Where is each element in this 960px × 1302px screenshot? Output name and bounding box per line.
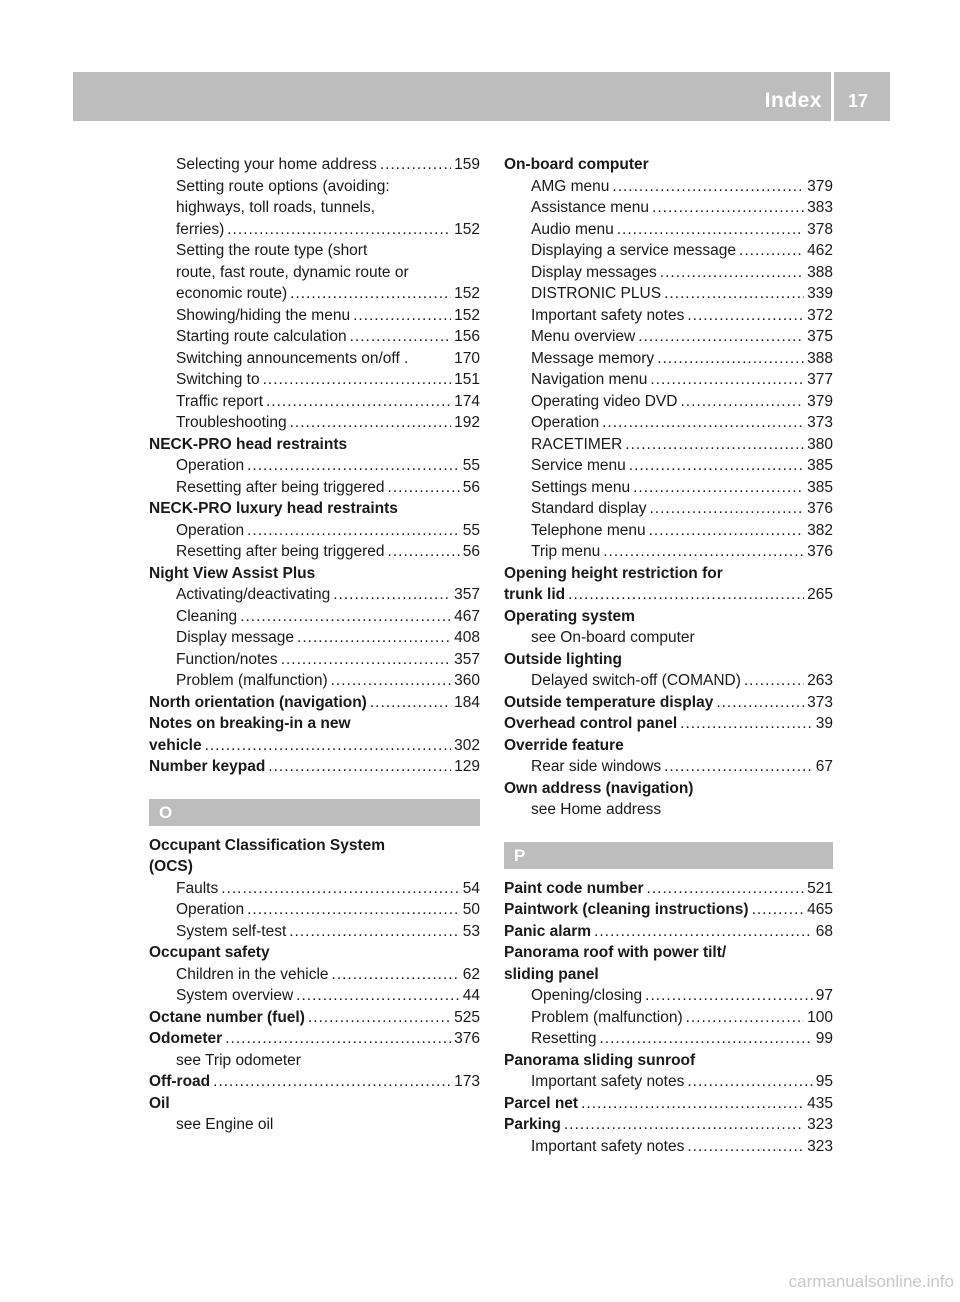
index-entry: [504, 541, 833, 563]
index-entry: [149, 985, 480, 1007]
entry-page: 360: [454, 672, 480, 689]
index-entry: [504, 326, 833, 348]
index-entry: [149, 921, 480, 943]
entry-label: Outside temperature display: [504, 693, 714, 711]
entry-label: trunk lid: [504, 586, 566, 603]
entry-label: Operation: [176, 901, 245, 918]
index-heading: Panorama roof with power tilt/: [504, 944, 727, 961]
index-heading: On-board computer: [504, 156, 649, 173]
index-entry: [504, 305, 833, 327]
index-heading: Notes on breaking-in a new: [149, 715, 351, 732]
index-entry: [149, 391, 480, 413]
entry-page: 378: [807, 220, 833, 238]
index-entry: [504, 1093, 833, 1115]
entry-label: Displaying a service message: [531, 242, 737, 259]
entry-label: Menu overview: [531, 328, 636, 345]
index-heading: Override feature: [504, 736, 624, 754]
index-entry: [504, 176, 833, 198]
dot-leader: [281, 649, 451, 671]
index-entry: [149, 283, 480, 305]
index-entry: [504, 283, 833, 305]
index-entry-line: see On-board computer: [531, 629, 695, 646]
dot-leader: [716, 692, 804, 714]
entry-page: 62: [462, 965, 480, 983]
dot-leader: [629, 455, 804, 477]
entry-label: Cleaning: [176, 607, 238, 625]
entry-label: Showing/hiding the menu: [176, 306, 351, 324]
dot-leader: [686, 1007, 805, 1029]
index-entry: [149, 455, 480, 477]
dot-leader: [297, 627, 451, 649]
entry-label: Problem (malfunction): [176, 672, 328, 689]
dot-leader: [263, 369, 452, 391]
entry-page: 97: [815, 987, 833, 1004]
entry-label: Resetting after being triggered: [176, 543, 385, 560]
dot-leader: [380, 154, 451, 176]
index-heading: Panorama sliding sunroof: [504, 1051, 696, 1069]
entry-label: Starting route calculation: [176, 328, 347, 345]
index-entry: [149, 692, 480, 714]
entry-label: Opening/closing: [531, 987, 643, 1004]
index-heading: Own address (navigation): [504, 779, 694, 797]
entry-label: Standard display: [531, 500, 647, 517]
entry-label: Important safety notes: [531, 1137, 685, 1155]
entry-label: Selecting your home address: [176, 156, 377, 173]
entry-page: 375: [807, 328, 833, 345]
index-entry: [149, 326, 480, 348]
entry-label: Delayed switch-off (COMAND): [531, 672, 741, 689]
index-entry: [504, 1007, 833, 1029]
entry-page: 357: [454, 586, 480, 603]
index-entry: [504, 477, 833, 499]
index-entry-line: highways, toll roads, tunnels,: [176, 199, 376, 216]
entry-page: 465: [807, 901, 833, 918]
entry-page: 184: [454, 693, 480, 711]
entry-label: Display messages: [531, 263, 657, 281]
entry-page: 376: [807, 543, 833, 560]
entry-label: Panic alarm: [504, 922, 592, 940]
index-entry: [504, 1136, 833, 1158]
dot-leader: [687, 1071, 812, 1093]
entry-label: Important safety notes: [531, 306, 685, 324]
entry-page: 173: [454, 1073, 480, 1090]
entry-page: 376: [454, 1030, 480, 1047]
entry-page: 39: [815, 715, 833, 732]
index-entry: [504, 348, 833, 370]
index-entry: [504, 197, 833, 219]
index-heading: Occupant Classification System: [149, 836, 386, 854]
dot-leader: [568, 584, 804, 606]
entry-page: 376: [807, 500, 833, 517]
index-entry: [504, 985, 833, 1007]
entry-label: Troubleshooting: [176, 414, 287, 431]
entry-page: 44: [462, 987, 480, 1004]
dot-leader: [652, 197, 804, 219]
entry-page: 525: [454, 1008, 480, 1026]
index-heading: (OCS): [149, 858, 193, 875]
entry-page: 99: [815, 1030, 833, 1047]
entry-page: 50: [462, 901, 480, 918]
dot-leader: [388, 541, 460, 563]
index-entry: [504, 584, 833, 606]
entry-page: 265: [807, 586, 833, 603]
entry-page: 152: [454, 220, 480, 238]
entry-page: 151: [454, 371, 480, 388]
dot-leader: [205, 735, 452, 757]
entry-page: 357: [454, 650, 480, 668]
entry-label: Odometer: [149, 1030, 223, 1047]
index-entry: [504, 434, 833, 456]
dot-leader: [290, 283, 451, 305]
entry-page: 53: [462, 922, 480, 940]
entry-label: Message memory: [531, 349, 655, 367]
index-entry: [504, 391, 833, 413]
index-entry: [149, 219, 480, 241]
entry-page: 372: [807, 306, 833, 324]
section-letter-o: O: [149, 799, 480, 826]
dot-leader: [657, 348, 804, 370]
dot-leader: [296, 985, 460, 1007]
index-entry: [149, 735, 480, 757]
dot-leader: [225, 1028, 451, 1050]
index-entry: [149, 649, 480, 671]
entry-page: 67: [815, 758, 833, 775]
index-entry: [149, 878, 480, 900]
entry-label: Operating video DVD: [531, 392, 678, 410]
index-entry: [504, 756, 833, 778]
dot-leader: [664, 283, 804, 305]
dot-leader: [752, 899, 805, 921]
entry-label: Problem (malfunction): [531, 1008, 683, 1026]
index-entry-line: Setting the route type (short: [176, 242, 368, 259]
entry-page: 323: [807, 1137, 833, 1155]
index-column-right: [504, 154, 833, 1157]
entry-page: 55: [462, 521, 480, 539]
entry-label: Paint code number: [504, 879, 644, 897]
entry-page: 373: [807, 693, 833, 711]
index-heading: Night View Assist Plus: [149, 564, 316, 582]
dot-leader: [603, 541, 804, 563]
entry-page: 156: [454, 328, 480, 345]
entry-page: 152: [454, 285, 480, 302]
entry-label: Important safety notes: [531, 1073, 685, 1090]
index-heading: Occupant safety: [149, 944, 270, 961]
entry-label: Traffic report: [176, 392, 263, 410]
dot-leader: [213, 1071, 451, 1093]
entry-page: 192: [454, 414, 480, 431]
index-entry: [504, 412, 833, 434]
entry-label: Octane number (fuel): [149, 1008, 305, 1026]
entry-label: Assistance menu: [531, 199, 650, 216]
entry-page: 380: [807, 435, 833, 453]
watermark: carmanualsonline.info: [788, 1272, 954, 1291]
index-entry: [504, 1114, 833, 1136]
entry-page: 521: [807, 879, 833, 897]
entry-label: Overhead control panel: [504, 715, 678, 732]
dot-leader: [308, 1007, 451, 1029]
dot-leader: [744, 670, 804, 692]
section-title: Index: [764, 89, 822, 112]
index-entry: [504, 1071, 833, 1093]
index-entry: [149, 348, 480, 370]
index-entry-line: see Home address: [531, 801, 662, 818]
entry-label: Audio menu: [531, 220, 614, 238]
index-heading: Oil: [149, 1094, 170, 1112]
entry-page: 170: [454, 349, 480, 367]
dot-leader: [664, 756, 813, 778]
entry-page: 373: [807, 414, 833, 431]
dot-leader: [247, 520, 460, 542]
dot-leader: [332, 964, 460, 986]
index-column-left: [149, 154, 480, 1136]
index-entry: [504, 262, 833, 284]
entry-label: Switching to: [176, 371, 260, 388]
dot-leader: [625, 434, 804, 456]
index-entry: [149, 964, 480, 986]
entry-label: North orientation (navigation): [149, 693, 367, 711]
dot-leader: [290, 412, 452, 434]
dot-leader: [333, 584, 451, 606]
entry-page: 379: [807, 177, 833, 195]
entry-page: 56: [462, 478, 480, 496]
entry-page: 467: [454, 607, 480, 625]
entry-page: 68: [815, 922, 833, 940]
entry-label: Rear side windows: [531, 758, 662, 775]
entry-label: ferries): [176, 220, 225, 238]
index-heading: Opening height restriction for: [504, 564, 723, 582]
dot-leader: [687, 1136, 804, 1158]
index-entry: [149, 541, 480, 563]
dot-leader: [247, 899, 460, 921]
index-entry: [504, 1028, 833, 1050]
page-number: 17: [847, 91, 868, 111]
index-heading: NECK-PRO luxury head restraints: [149, 500, 398, 517]
dot-leader: [649, 498, 804, 520]
dot-leader: [645, 985, 813, 1007]
entry-page: 302: [454, 736, 480, 754]
index-entry: [504, 713, 833, 735]
index-entry: [504, 670, 833, 692]
entry-label: vehicle: [149, 736, 202, 754]
entry-label: Off-road: [149, 1073, 211, 1090]
index-entry: [504, 520, 833, 542]
index-entry: [504, 692, 833, 714]
index-entry: [149, 154, 480, 176]
dot-leader: [647, 878, 805, 900]
index-entry-line: Setting route options (avoiding:: [176, 177, 390, 195]
entry-page: 54: [462, 879, 480, 897]
entry-label: Parcel net: [504, 1094, 579, 1112]
index-entry: [149, 412, 480, 434]
entry-label: Telephone menu: [531, 521, 646, 539]
entry-label: Operation: [176, 457, 245, 474]
index-entry: [149, 584, 480, 606]
dot-leader: [680, 391, 804, 413]
entry-label: AMG menu: [531, 177, 610, 195]
entry-page: 100: [807, 1008, 833, 1026]
entry-page: 385: [807, 478, 833, 496]
dot-leader: [650, 369, 804, 391]
dot-leader: [617, 219, 804, 241]
index-entry: [149, 1071, 480, 1093]
dot-leader: [594, 921, 813, 943]
entry-page: 95: [815, 1073, 833, 1090]
entry-label: DISTRONIC PLUS: [531, 285, 662, 302]
entry-page: 129: [454, 758, 480, 775]
entry-label: System overview: [176, 987, 294, 1004]
dot-leader: [240, 606, 451, 628]
dot-leader: [633, 477, 804, 499]
index-entry: [149, 477, 480, 499]
index-entry: [504, 455, 833, 477]
entry-label: Number keypad: [149, 758, 266, 775]
index-entry: [149, 899, 480, 921]
dot-leader: [649, 520, 805, 542]
entry-label: Paintwork (cleaning instructions): [504, 901, 749, 918]
index-entry-line: see Trip odometer: [176, 1051, 301, 1069]
dot-leader: [599, 1028, 812, 1050]
index-heading: Operating system: [504, 607, 635, 625]
entry-page: 383: [807, 199, 833, 216]
dot-leader: [289, 921, 460, 943]
entry-page: 339: [807, 285, 833, 302]
entry-page: 382: [807, 521, 833, 539]
index-entry: [504, 219, 833, 241]
entry-label: Faults: [176, 879, 219, 897]
section-letter-p: P: [504, 842, 833, 869]
entry-label: RACETIMER: [531, 435, 623, 453]
entry-label: Navigation menu: [531, 371, 648, 388]
entry-label: economic route): [176, 285, 288, 302]
dot-leader: [370, 692, 451, 714]
dot-leader: [388, 477, 460, 499]
entry-label: Children in the vehicle: [176, 965, 329, 983]
entry-page: 435: [807, 1094, 833, 1112]
entry-label: Operation: [531, 414, 600, 431]
header-divider: [831, 72, 834, 121]
index-entry: [149, 627, 480, 649]
entry-page: 385: [807, 457, 833, 474]
index-entry: [149, 1028, 480, 1050]
index-entry: [504, 899, 833, 921]
entry-page: 152: [454, 306, 480, 324]
dot-leader: [247, 455, 460, 477]
entry-page: 377: [807, 371, 833, 388]
entry-label: Display message: [176, 629, 295, 646]
dot-leader: [602, 412, 804, 434]
entry-page: 263: [807, 672, 833, 689]
index-entry: [504, 240, 833, 262]
entry-page: 462: [807, 242, 833, 259]
dot-leader: [350, 326, 452, 348]
index-entry: [504, 921, 833, 943]
page-header: [73, 72, 890, 121]
index-entry: [149, 670, 480, 692]
entry-label: Activating/deactivating: [176, 586, 331, 603]
dot-leader: [581, 1093, 804, 1115]
entry-page: 408: [454, 629, 480, 646]
entry-page: 379: [807, 392, 833, 410]
index-entry: [149, 369, 480, 391]
entry-page: 56: [462, 543, 480, 560]
entry-page: 55: [462, 457, 480, 474]
index-heading: Outside lighting: [504, 650, 622, 668]
index-entry: [149, 305, 480, 327]
index-entry-line: see Engine oil: [176, 1116, 274, 1133]
dot-leader: [331, 670, 452, 692]
entry-label: Resetting: [531, 1030, 597, 1047]
index-entry: [149, 520, 480, 542]
entry-label: Service menu: [531, 457, 626, 474]
dot-leader: [638, 326, 804, 348]
index-entry: [149, 606, 480, 628]
index-entry: [504, 369, 833, 391]
dot-leader: [680, 713, 813, 735]
entry-page: 323: [807, 1116, 833, 1133]
entry-page: 159: [454, 156, 480, 173]
index-entry: [149, 756, 480, 778]
dot-leader: [353, 305, 451, 327]
entry-label: Parking: [504, 1116, 561, 1133]
dot-leader: [266, 391, 451, 413]
entry-label: Switching announcements on/off .: [176, 349, 409, 367]
index-entry-line: route, fast route, dynamic route or: [176, 263, 409, 281]
dot-leader: [268, 756, 451, 778]
entry-label: System self-test: [176, 922, 287, 940]
dot-leader: [739, 240, 804, 262]
dot-leader: [221, 878, 460, 900]
entry-label: Operation: [176, 521, 245, 539]
entry-page: 388: [807, 263, 833, 281]
index-heading: NECK-PRO head restraints: [149, 435, 348, 453]
dot-leader: [564, 1114, 804, 1136]
index-entry: [504, 878, 833, 900]
entry-label: Trip menu: [531, 543, 601, 560]
dot-leader: [660, 262, 804, 284]
dot-leader: [227, 219, 451, 241]
index-entry: [504, 498, 833, 520]
entry-page: 388: [807, 349, 833, 367]
entry-label: Resetting after being triggered: [176, 478, 385, 496]
entry-label: Settings menu: [531, 478, 631, 496]
index-heading: sliding panel: [504, 965, 599, 983]
dot-leader: [612, 176, 804, 198]
dot-leader: [687, 305, 804, 327]
entry-page: 174: [454, 392, 480, 410]
entry-label: Function/notes: [176, 650, 278, 668]
index-entry: [149, 1007, 480, 1029]
